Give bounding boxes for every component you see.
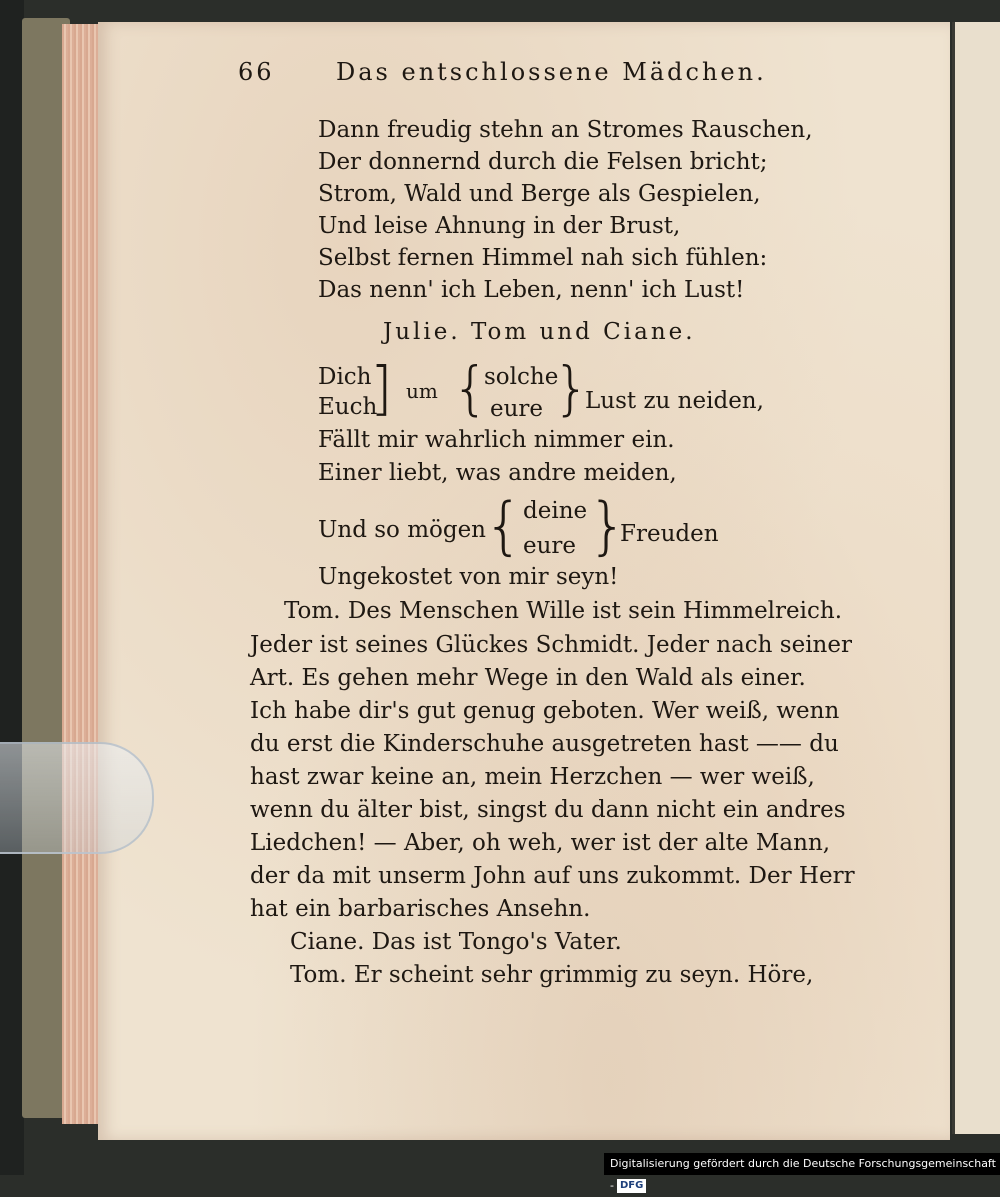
- option-word: Dich: [318, 364, 372, 390]
- option-word: solche: [484, 364, 559, 390]
- brace-right: }: [588, 489, 628, 562]
- speakers-heading: Julie. Tom und Ciane.: [383, 319, 696, 345]
- prose-line: wenn du älter bist, singst du dann nicht ein andres: [250, 797, 846, 823]
- verse-line: Das nenn' ich Leben, nenn' ich Lust!: [318, 277, 745, 303]
- verse-line: Dann freudig stehn an Stromes Rauschen,: [318, 117, 813, 143]
- prose-line: du erst die Kinderschuhe ausgetreten hast —— du: [250, 731, 839, 757]
- prose-line: der da mit unserm John auf uns zukommt. Der Herr: [250, 863, 855, 889]
- running-title: Das entschlossene Mädchen.: [336, 58, 767, 86]
- prose-line: hat ein barbarisches Ansehn.: [250, 896, 591, 922]
- verse-line: Und leise Ahnung in der Brust,: [318, 213, 681, 239]
- digitization-footer: [604, 1153, 1000, 1192]
- verse-line: Lust zu neiden,: [585, 388, 764, 414]
- prose-line: hast zwar keine an, mein Herzchen — wer weiß,: [250, 764, 815, 790]
- option-word: Euch: [318, 394, 378, 420]
- verse-line: Strom, Wald und Berge als Gespielen,: [318, 181, 761, 207]
- prose-line: Art. Es gehen mehr Wege in den Wald als einer.: [250, 665, 806, 691]
- verse-line: Der donnernd durch die Felsen bricht;: [318, 149, 768, 175]
- verse-line: Und so mögen: [318, 517, 486, 543]
- prose-line: Liedchen! — Aber, oh weh, wer ist der alte Mann,: [250, 830, 831, 856]
- dfg-logo: DFG: [617, 1179, 646, 1193]
- option-word: eure: [523, 533, 577, 559]
- connector-word: um: [406, 379, 438, 403]
- verse-line: Selbst fernen Himmel nah sich fühlen:: [318, 245, 768, 271]
- prose-line: Tom. Des Menschen Wille ist sein Himmelreich.: [284, 598, 843, 624]
- prose-line: Jeder ist seines Glückes Schmidt. Jeder nach seiner: [250, 632, 852, 658]
- dialogue-line: Tom. Er scheint sehr grimmig zu seyn. Höre,: [290, 962, 814, 988]
- dialogue-line: Ciane. Das ist Tongo's Vater.: [290, 929, 622, 955]
- verse-line: Ungekostet von mir seyn!: [318, 564, 619, 590]
- page-number: 66: [238, 58, 275, 86]
- verse-line: Einer liebt, was andre meiden,: [318, 460, 677, 486]
- brace-right: }: [553, 354, 590, 422]
- bracket-right: ]: [370, 354, 393, 422]
- next-page-edge: [952, 22, 1000, 1134]
- option-word: deine: [523, 498, 588, 524]
- footer-text: Digitalisierung gefördert durch die Deutsche Forschungsgemeinschaft -: [610, 1157, 996, 1192]
- prose-line: Ich habe dir's gut genug geboten. Wer weiß, wenn: [250, 698, 840, 724]
- page-clip: [0, 742, 154, 854]
- brace-left: {: [484, 489, 524, 562]
- scan-background: [0, 0, 24, 1175]
- verse-line: Freuden: [620, 521, 719, 547]
- brace-left: {: [452, 354, 489, 422]
- option-word: eure: [490, 396, 544, 422]
- verse-line: Fällt mir wahrlich nimmer ein.: [318, 427, 675, 453]
